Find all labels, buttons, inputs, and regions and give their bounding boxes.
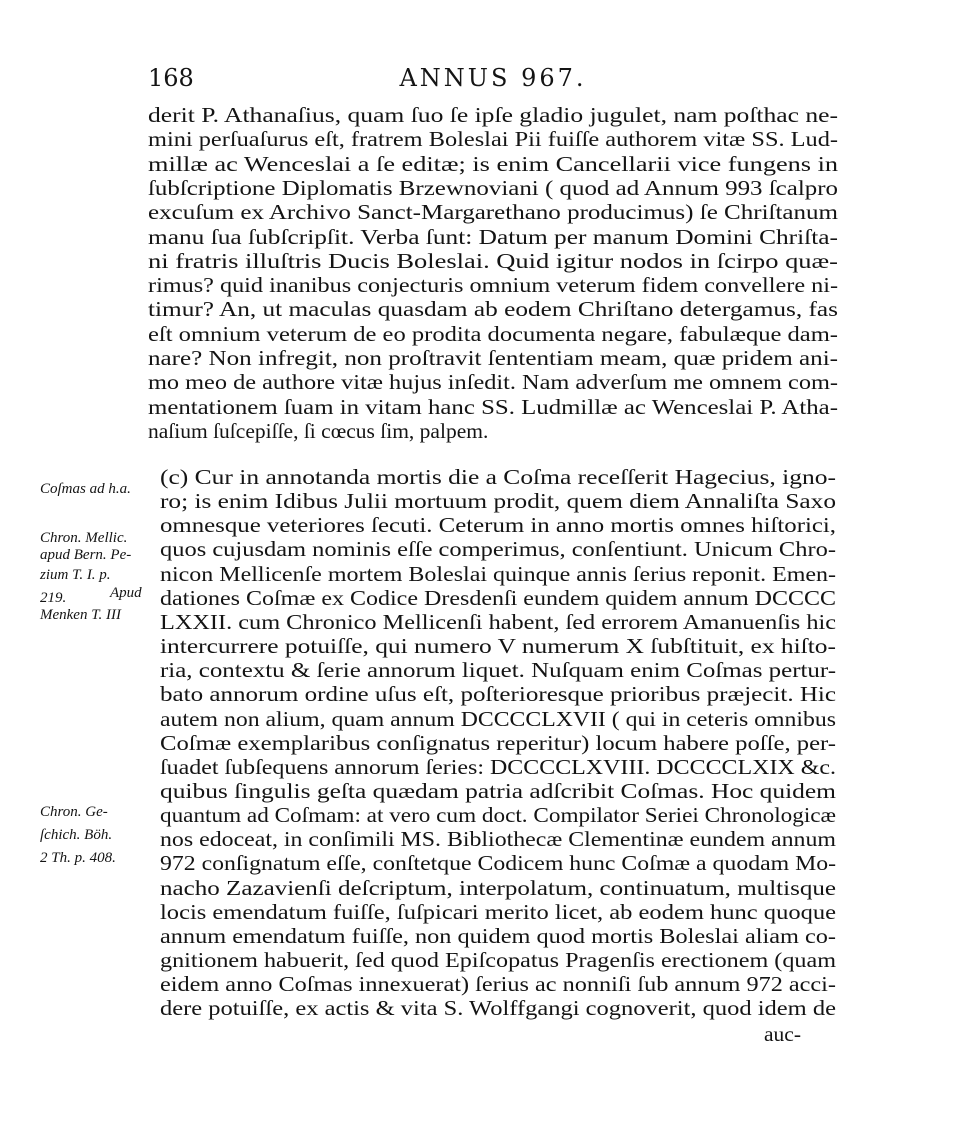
text-line: ni fratris illuſtris Ducis Boleslai. Quid igitur nodos in ſcirpo quæ- [148,248,839,273]
page-number: 168 [148,64,194,92]
text-line: mini perſuaſurus eſt, fratrem Boleslai Pii fuiſſe authorem vitæ SS. Lud- [148,127,839,152]
text-line: nos edoceat, in conſimili MS. Bibliothecæ Clementinæ eundem annum [160,827,836,852]
margin-note: 2 Th. p. 408. [40,850,116,866]
text-line: ria, contextu & ſerie annorum liquet. Nuſquam enim Coſmas pertur- [160,658,836,683]
margin-note: Menken T. III [40,607,121,623]
margin-note: zium T. I. p. [40,567,111,583]
margin-note: Coſmas ad h.a. [40,481,131,497]
text-line: eidem anno Coſmas innexuerat) ſerius ac nonniſi ſub annum 972 acci- [160,972,837,997]
text-line: excuſum ex Archivo Sanct-Margarethano producimus) ſe Chriſtanum [148,200,839,225]
text-line: dere potuiſſe, ex actis & vita S. Wolffgangi cognoverit, quod idem de [160,996,836,1021]
margin-note: Chron. Mellic. [40,530,128,546]
text-line: derit P. Athanaſius, quam ſuo ſe ipſe gladio jugulet, nam poſthac ne- [148,103,839,127]
text-line: (c) Cur in annotanda mortis die a Coſma receſſerit Hagecius, igno- [160,465,836,489]
text-line: intercurrere potuiſſe, qui numero V numerum X ſubſtituit, ex hiſto- [160,634,836,659]
margin-note: Apud [110,585,142,601]
text-line: nare? Non infregit, non proſtravit ſententiam meam, quæ pridem ani- [148,346,839,370]
text-line: manu ſua ſubſcripſit. Verba ſunt: Datum per manum Domini Chriſta- [148,224,838,249]
text-line: mo meo de authore vitæ hujus inſedit. Nam adverſum me omnem com- [148,370,838,395]
text-line: bato annorum ordine uſus eſt, poſterioresque prioribus præjecit. Hic [160,682,837,707]
margin-note: ſchich. Böh. [40,827,113,843]
text-line: quos cujusdam nominis eſſe comperimus, conſentiunt. Unicum Chro- [160,537,836,562]
running-title: ANNUS 967. [399,64,587,92]
margin-note: 219. [40,590,67,606]
text-line: naſium ſuſcepiſſe, ſi cœcus ſim, palpem. [148,418,489,443]
text-line: eſt omnium veterum de eo prodita documenta negare, fabulæque dam- [148,321,838,346]
text-line: quibus ſingulis geſta quædam patria adſcribit Coſmas. Hoc quidem [160,778,836,803]
text-line: omnesque veteriores ſecuti. Ceterum in anno mortis omnes hiſtorici, [160,513,837,538]
text-line: ro; is enim Idibus Julii mortuum prodit, quem diem Annaliſta Saxo [160,489,836,514]
text-line: dationes Coſmæ ex Codice Dresdenſi eundem quidem annum DCCCC [160,585,836,610]
text-line: gnitionem habuerit, ſed quod Epiſcopatus Pragenſis erectionem (quam [160,948,836,972]
page-header [148,64,838,98]
text-line: locis emendatum fuiſſe, ſuſpicari merito licet, ab eodem hunc quoque [160,899,836,924]
text-line: millæ ac Wenceslai a ſe editæ; is enim Cancellarii vice fungens in [148,151,839,176]
text-line: nicon Mellicenſe mortem Boleslai quinque annis ſerius reponit. Emen- [160,561,837,586]
text-line: annum emendatum fuiſſe, non quidem quod mortis Boleslai aliam co- [160,923,837,948]
catchword: auc- [764,1022,801,1046]
text-line: ſubſcriptione Diplomatis Brzewnoviani ( quod ad Annum 993 ſcalpro [148,175,839,200]
text-line: Coſmæ exemplaribus conſignatus reperitur) locum habere poſſe, per- [160,730,836,755]
margin-note: apud Bern. Pe- [40,547,132,563]
text-line: rimus? quid inanibus conjecturis omnium veterum fidem convellere ni- [148,273,839,298]
margin-note: Chron. Ge- [40,804,108,820]
text-line: 972 conſignatum eſſe, conſtetque Codicem hunc Coſmæ a quodam Mo- [160,851,837,876]
text-line: ſuadet ſubſequens annorum ſeries: DCCCCLXVIII. DCCCCLXIX &c. [160,754,836,779]
text-line: quantum ad Coſmam: at vero cum doct. Compilator Seriei Chronologicæ [160,803,837,828]
text-line: autem non alium, quam annum DCCCCLXVII ( qui in ceteris omnibus [160,706,836,731]
text-line: timur? An, ut maculas quasdam ab eodem Chriſtano detergamus, fas [148,297,838,322]
text-line: LXXII. cum Chronico Mellicenſi habent, ſed errorem Amanuenſis hic [160,609,837,634]
text-line: nacho Zazavienſi deſcriptum, interpolatum, continuatum, multisque [160,875,836,900]
text-line: mentationem ſuam in vitam hanc SS. Ludmillæ ac Wenceslai P. Atha- [148,394,838,419]
